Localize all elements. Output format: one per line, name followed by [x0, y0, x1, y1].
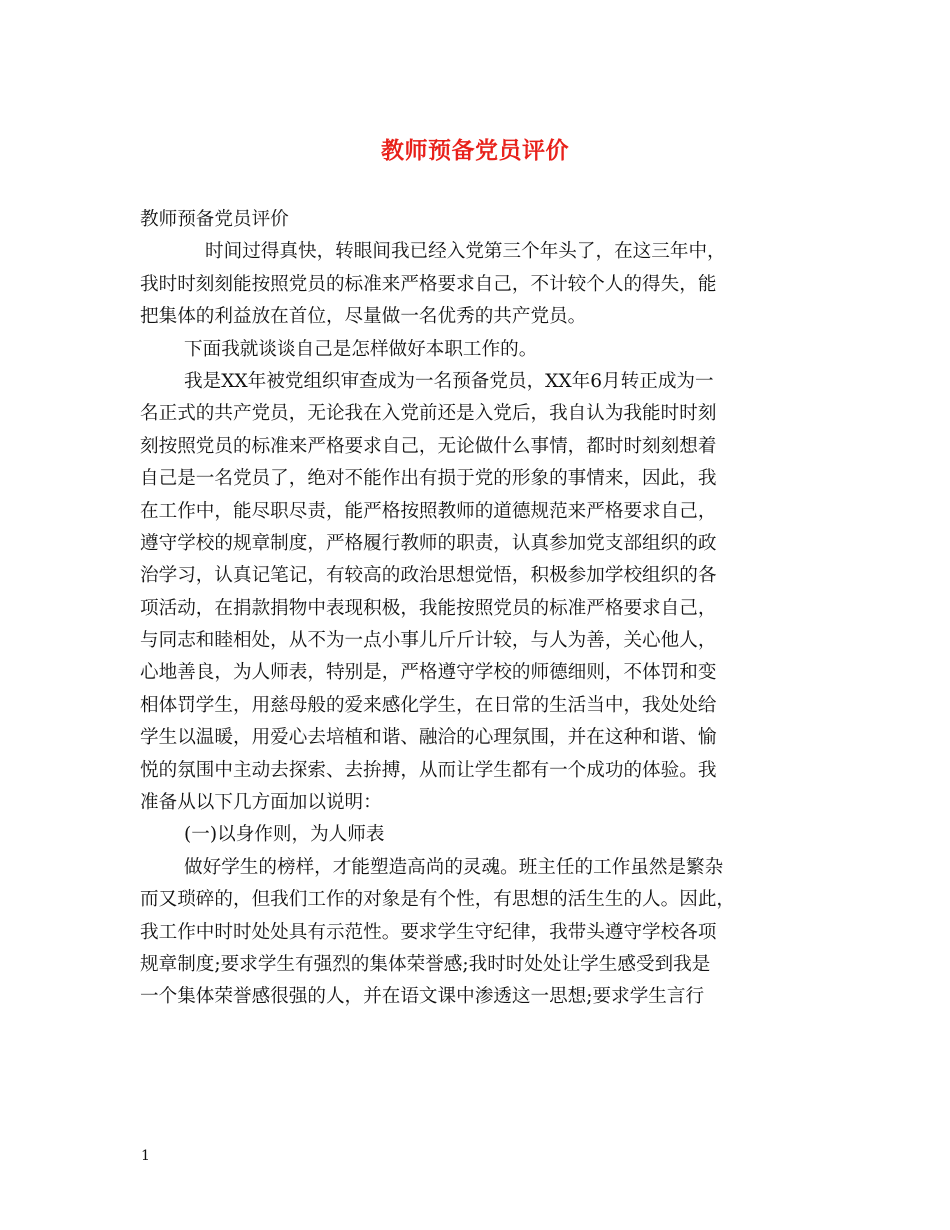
text-line: 在工作中，能尽职尽责，能严格按照教师的道德规范来严格要求自己，: [140, 500, 717, 522]
document-subtitle: 教师预备党员评价: [140, 209, 289, 230]
text-line: 时间过得真快，转眼间我已经入党第三个年头了，在这三年中，: [205, 241, 726, 263]
text-line: 做好学生的榜样，才能塑造高尚的灵魂。班主任的工作虽然是繁杂: [184, 856, 724, 878]
text-line: 准备从以下几方面加以说明：: [140, 792, 382, 814]
text-line: 一个集体荣誉感很强的人，并在语文课中渗透这一思想;要求学生言行: [140, 986, 705, 1008]
text-line: 遵守学校的规章制度，严格履行教师的职责，认真参加党支部组织的政: [140, 532, 717, 554]
text-line: 悦的氛围中主动去探索、去拚搏，从而让学生都有一个成功的体验。我: [140, 759, 717, 781]
page-number: 1: [141, 1148, 150, 1164]
text-line: 心地善良，为人师表，特别是，严格遵守学校的师德细则，不体罚和变: [140, 662, 717, 684]
text-line: 把集体的利益放在首位，尽量做一名优秀的共产党员。: [140, 306, 587, 328]
text-line: 我是XX年被党组织审查成为一名预备党员，XX年6月转正成为一: [184, 370, 714, 392]
text-line: 下面我就谈谈自己是怎样做好本职工作的。: [184, 338, 538, 360]
text-line: 刻按照党员的标准来严格要求自己，无论做什么事情，都时时刻刻想着: [140, 435, 717, 457]
text-line: 规章制度;要求学生有强烈的集体荣誉感;我时时处处让学生感受到我是: [140, 953, 711, 975]
text-line: 学生以温暖，用爱心去培植和谐、融洽的心理氛围，并在这种和谐、愉: [140, 727, 717, 749]
text-line: 相体罚学生，用慈母般的爱来感化学生，在日常的生活当中，我处处给: [140, 694, 717, 716]
text-line: 我时时刻刻能按照党员的标准来严格要求自己，不计较个人的得失，能: [140, 273, 717, 295]
document-title: 教师预备党员评价: [381, 137, 569, 164]
text-line: 项活动，在捐款捐物中表现积极，我能按照党员的标准严格要求自己，: [140, 597, 717, 619]
text-line: (一)以身作则，为人师表: [184, 824, 385, 846]
text-line: 名正式的共产党员，无论我在入党前还是入党后，我自认为我能时时刻: [140, 403, 717, 425]
text-line: 与同志和睦相处，从不为一点小事儿斤斤计较，与人为善，关心他人，: [140, 630, 717, 652]
text-line: 我工作中时时处处具有示范性。要求学生守纪律，我带头遵守学校各项: [140, 921, 717, 943]
document-body: [140, 204, 812, 1014]
text-line: 治学习，认真记笔记，有较高的政治思想觉悟，积极参加学校组织的各: [140, 565, 717, 587]
text-line: 自己是一名党员了，绝对不能作出有损于党的形象的事情来，因此，我: [140, 468, 717, 490]
text-line: 而又琐碎的，但我们工作的对象是有个性，有思想的活生生的人。因此，: [140, 889, 736, 911]
